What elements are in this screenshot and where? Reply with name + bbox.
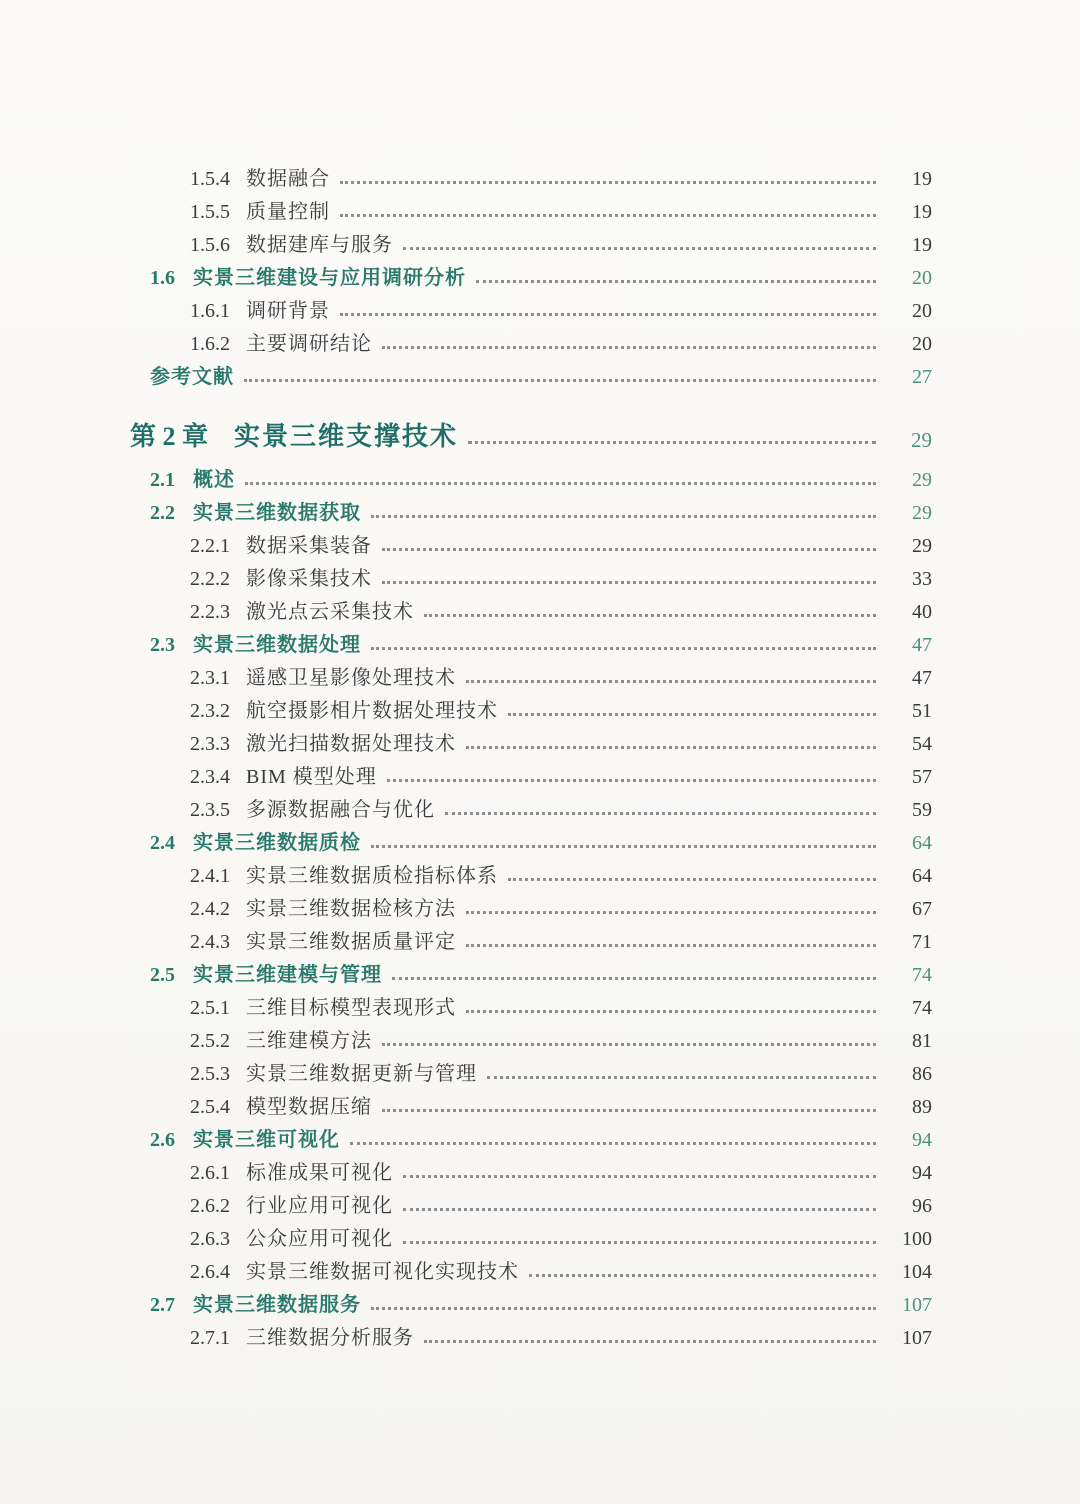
toc-entry-page: 47: [912, 634, 932, 656]
toc-row: [130, 954, 932, 987]
toc-row: [130, 158, 932, 191]
toc-entry-page: 19: [912, 168, 932, 190]
dot-leader-icon: [508, 878, 876, 881]
toc-row: [130, 822, 932, 855]
toc-entry-number: 2.4.3: [190, 931, 230, 953]
toc-entry-page: 40: [912, 601, 932, 623]
toc-entry-number: 2.2.3: [190, 601, 230, 623]
toc-entry-number: 1.6: [150, 267, 175, 289]
toc-entry-page: 20: [912, 333, 932, 355]
toc-row: [130, 1119, 932, 1152]
toc-entry-page: 71: [912, 931, 932, 953]
toc-row: [130, 888, 932, 921]
toc-entry-title: 航空摄影相片数据处理技术: [246, 700, 498, 722]
toc-entry-number: 2.4.1: [190, 865, 230, 887]
toc-entry-page: 20: [912, 267, 932, 289]
dot-leader-icon: [403, 1175, 876, 1178]
toc-entry-number: 1.6.2: [190, 333, 230, 355]
dot-leader-icon: [466, 1010, 876, 1013]
dot-leader-icon: [445, 812, 876, 815]
toc-row: [130, 525, 932, 558]
toc-row: [130, 1251, 932, 1284]
toc-entry-page: 29: [912, 469, 932, 491]
toc-entry-page: 74: [912, 964, 932, 986]
dot-leader-icon: [529, 1274, 876, 1277]
toc-entry-page: 20: [912, 300, 932, 322]
toc-entry-page: 19: [912, 234, 932, 256]
toc-entry-page: 54: [912, 733, 932, 755]
toc-entry-page: 59: [912, 799, 932, 821]
toc-entry-page: 47: [912, 667, 932, 689]
dot-leader-icon: [382, 581, 876, 584]
toc-entry-number: 1.5.4: [190, 168, 230, 190]
toc-row: [130, 356, 932, 389]
toc-entry-page: 94: [912, 1162, 932, 1184]
toc-entry-title: 实景三维数据质检: [193, 832, 361, 854]
toc-row: [130, 591, 932, 624]
toc-entry-title: 数据建库与服务: [246, 234, 393, 256]
toc-entry-title: 概述: [193, 469, 235, 491]
toc-entry-title: 实景三维数据可视化实现技术: [246, 1261, 519, 1283]
toc-entry-number: 2.6: [150, 1129, 175, 1151]
toc-entry-page: 29: [912, 502, 932, 524]
toc-entry-page: 64: [912, 865, 932, 887]
dot-leader-icon: [340, 313, 876, 316]
toc-entry-title: 实景三维可视化: [193, 1129, 340, 1151]
toc-entry-title: 模型数据压缩: [246, 1096, 372, 1118]
toc-entry-number: 2.4: [150, 832, 175, 854]
toc-row: [130, 855, 932, 888]
toc-entry-title: 实景三维数据质检指标体系: [246, 865, 498, 887]
toc-entry-number: 2.6.4: [190, 1261, 230, 1283]
toc-entry-title: 实景三维支撑技术: [234, 422, 459, 451]
toc-entry-title: 质量控制: [246, 201, 330, 223]
toc-row: [130, 921, 932, 954]
toc-entry-page: 96: [912, 1195, 932, 1217]
toc-list: [130, 158, 932, 1350]
toc-row: [130, 323, 932, 356]
toc-row: [130, 1020, 932, 1053]
toc-entry-number: 2.5.3: [190, 1063, 230, 1085]
toc-entry-number: 2.2.1: [190, 535, 230, 557]
toc-row: [130, 459, 932, 492]
dot-leader-icon: [371, 1307, 876, 1310]
toc-entry-title: 实景三维数据质量评定: [246, 931, 456, 953]
toc-entry-number: 第 2 章: [130, 422, 209, 451]
toc-row: [130, 1185, 932, 1218]
dot-leader-icon: [382, 548, 876, 551]
toc-entry-page: 33: [912, 568, 932, 590]
toc-entry-page: 64: [912, 832, 932, 854]
dot-leader-icon: [466, 911, 876, 914]
toc-entry-number: 2.3.5: [190, 799, 230, 821]
toc-row: [130, 723, 932, 756]
toc-entry-page: 74: [912, 997, 932, 1019]
toc-row: [130, 987, 932, 1020]
dot-leader-icon: [424, 614, 876, 617]
toc-entry-title: 实景三维数据获取: [193, 502, 361, 524]
toc-entry-title: 三维数据分析服务: [246, 1327, 414, 1349]
dot-leader-icon: [403, 247, 876, 250]
toc-entry-number: 2.5: [150, 964, 175, 986]
toc-row: [130, 1086, 932, 1119]
toc-row: [130, 789, 932, 822]
toc-entry-number: 2.3.1: [190, 667, 230, 689]
dot-leader-icon: [382, 1109, 876, 1112]
toc-entry-title: 影像采集技术: [246, 568, 372, 590]
toc-row: [130, 1053, 932, 1086]
dot-leader-icon: [245, 482, 876, 485]
toc-entry-title: 行业应用可视化: [246, 1195, 393, 1217]
toc-row: [130, 657, 932, 690]
toc-entry-number: 2.7: [150, 1294, 175, 1316]
dot-leader-icon: [466, 746, 876, 749]
toc-entry-number: 2.5.2: [190, 1030, 230, 1052]
toc-entry-number: 1.6.1: [190, 300, 230, 322]
toc-entry-title: 实景三维数据检核方法: [246, 898, 456, 920]
toc-entry-number: 2.3.2: [190, 700, 230, 722]
toc-entry-page: 89: [912, 1096, 932, 1118]
toc-entry-title: 激光扫描数据处理技术: [246, 733, 456, 755]
dot-leader-icon: [487, 1076, 876, 1079]
toc-entry-number: 2.7.1: [190, 1327, 230, 1349]
toc-row: [130, 492, 932, 525]
dot-leader-icon: [468, 441, 876, 444]
toc-entry-page: 57: [912, 766, 932, 788]
toc-entry-title: 公众应用可视化: [246, 1228, 393, 1250]
toc-entry-page: 81: [912, 1030, 932, 1052]
toc-entry-page: 27: [912, 366, 932, 388]
dot-leader-icon: [466, 680, 876, 683]
toc-entry-number: 2.6.2: [190, 1195, 230, 1217]
toc-row: [130, 624, 932, 657]
toc-entry-page: 104: [902, 1261, 932, 1283]
dot-leader-icon: [382, 1043, 876, 1046]
toc-row: [130, 1218, 932, 1251]
toc-entry-number: 2.1: [150, 469, 175, 491]
toc-row: [130, 1284, 932, 1317]
dot-leader-icon: [371, 647, 876, 650]
toc-entry-number: 2.3.4: [190, 766, 230, 788]
toc-entry-page: 29: [912, 535, 932, 557]
toc-entry-number: 2.6.1: [190, 1162, 230, 1184]
toc-entry-page: 94: [912, 1129, 932, 1151]
dot-leader-icon: [403, 1241, 876, 1244]
toc-entry-title: 遥感卫星影像处理技术: [246, 667, 456, 689]
toc-entry-page: 19: [912, 201, 932, 223]
toc-entry-title: 实景三维数据服务: [193, 1294, 361, 1316]
toc-row: [130, 224, 932, 257]
toc-row: [130, 257, 932, 290]
toc-entry-number: 2.5.4: [190, 1096, 230, 1118]
toc-row: [130, 191, 932, 224]
toc-entry-title: 激光点云采集技术: [246, 601, 414, 623]
toc-entry-number: 2.4.2: [190, 898, 230, 920]
dot-leader-icon: [382, 346, 876, 349]
dot-leader-icon: [466, 944, 876, 947]
toc-entry-number: 2.6.3: [190, 1228, 230, 1250]
toc-entry-title: 数据融合: [246, 168, 330, 190]
toc-entry-page: 51: [912, 700, 932, 722]
toc-entry-title: 三维建模方法: [246, 1030, 372, 1052]
toc-entry-page: 107: [902, 1294, 932, 1316]
toc-entry-title: 实景三维数据处理: [193, 634, 361, 656]
dot-leader-icon: [371, 845, 876, 848]
toc-row: [130, 558, 932, 591]
toc-entry-page: 29: [911, 428, 932, 452]
toc-entry-title: 实景三维建模与管理: [193, 964, 382, 986]
toc-entry-number: 1.5.5: [190, 201, 230, 223]
toc-entry-number: 2.3: [150, 634, 175, 656]
toc-entry-title: 三维目标模型表现形式: [246, 997, 456, 1019]
toc-entry-title: 多源数据融合与优化: [246, 799, 435, 821]
toc-entry-title: 调研背景: [246, 300, 330, 322]
dot-leader-icon: [340, 181, 876, 184]
toc-row: [130, 1317, 932, 1350]
toc-entry-number: 1.5.6: [190, 234, 230, 256]
toc-row: [130, 290, 932, 323]
toc-entry-number: 2.3.3: [190, 733, 230, 755]
dot-leader-icon: [508, 713, 876, 716]
dot-leader-icon: [392, 977, 876, 980]
dot-leader-icon: [387, 779, 876, 782]
toc-row: [130, 756, 932, 789]
toc-entry-title: 主要调研结论: [246, 333, 372, 355]
toc-entry-title: 数据采集装备: [246, 535, 372, 557]
toc-entry-title: 参考文献: [150, 366, 234, 388]
toc-entry-title: BIM 模型处理: [246, 766, 377, 788]
toc-entry-title: 实景三维建设与应用调研分析: [193, 267, 466, 289]
toc-row: [130, 1152, 932, 1185]
toc-entry-title: 实景三维数据更新与管理: [246, 1063, 477, 1085]
toc-row: [130, 389, 932, 459]
toc-entry-page: 100: [902, 1228, 932, 1250]
toc-row: [130, 690, 932, 723]
dot-leader-icon: [340, 214, 876, 217]
toc-entry-page: 67: [912, 898, 932, 920]
toc-entry-page: 86: [912, 1063, 932, 1085]
toc-entry-page: 107: [902, 1327, 932, 1349]
dot-leader-icon: [403, 1208, 876, 1211]
toc-entry-number: 2.5.1: [190, 997, 230, 1019]
dot-leader-icon: [371, 515, 876, 518]
dot-leader-icon: [424, 1340, 876, 1343]
toc-entry-title: 标准成果可视化: [246, 1162, 393, 1184]
dot-leader-icon: [350, 1142, 876, 1145]
dot-leader-icon: [476, 280, 876, 283]
toc-entry-number: 2.2: [150, 502, 175, 524]
toc-entry-number: 2.2.2: [190, 568, 230, 590]
dot-leader-icon: [244, 379, 876, 382]
